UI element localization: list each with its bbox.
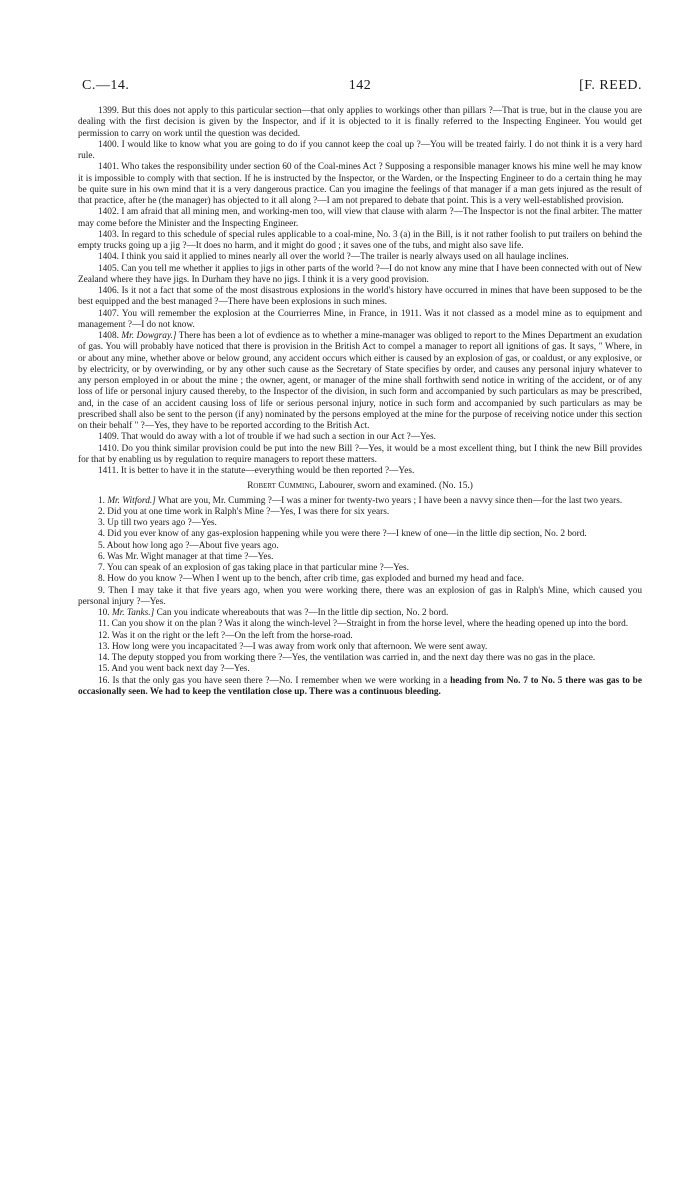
witness-heading	[78, 481, 642, 492]
evidence-paragraph: 1399. But this does not apply to this particular section—that only applies to workings other than pillars ?—That is true, but in the clause you are dealing with the first decision is given by the Inspector, and if it is objected to it is finally referred to the Inspecting Engineer. You would get permission to carry on work until the question was decided.	[78, 106, 642, 139]
question-16	[78, 676, 642, 699]
question-paragraph: 6. Was Mr. Wight manager at that time ?—Yes.	[98, 551, 274, 562]
witness-reference: [F. REED.	[579, 78, 642, 93]
evidence-paragraph: 1411. It is better to have it in the statute—everything would be then reported ?—Yes.	[98, 466, 415, 476]
speaker-name: Mr. Witford.]	[107, 495, 156, 506]
question-paragraph: 5. About how long ago ?—About five years ago.	[98, 540, 279, 551]
question-paragraph: 12. Was it on the right or the left ?—On the left from the horse-road.	[98, 630, 353, 641]
evidence-paragraph: 1406. Is it not a fact that some of the most disastrous explosions in the world's history have occurred in mines that have been supposed to be the best equipped and the best managed ?—There have been explosions in such mines.	[78, 286, 642, 308]
question-paragraph: 9. Then I may take it that five years ago, when you were working there, there was an explosion of gas in Ralph's Mine, which caused you personal injury ?—Yes.	[78, 585, 642, 607]
evidence-body	[78, 106, 642, 698]
speaker-name: Mr. Tanks.]	[111, 608, 155, 618]
evidence-paragraph: 1404. I think you said it applied to mines nearly all over the world ?—The trailer is nearly always used on all haulage inclines.	[98, 252, 569, 263]
evidence-paragraph: 1401. Who takes the responsibility under section 60 of the Coal-mines Act ? Supposing a responsible manager knows his mine well he may know it is impossible to comply with that section. If he is instructed by the Inspector, or the Warden, or the Inspecting Engineer to do a certain thing he may be quite sure in his own mind that it is a very dangerous practice. Can you imagine the feelings of that manager if a man gets injured as the result of that practice, after he (the manager) has objected to it all along ?—I am not prepared to debate that point. This is a very well-established provision.	[78, 162, 642, 206]
page-header	[78, 78, 642, 100]
speaker-name: Mr. Dowgray.]	[121, 331, 177, 341]
question-paragraph: 13. How long were you incapacitated ?—I was away from work only that afternoon. We were sent away.	[98, 641, 488, 652]
evidence-paragraph-1408	[78, 331, 642, 432]
question-text: What are you, Mr. Cumming ?—I was a miner for twenty-two years ; I have been a navvy since then—for the last two years.	[157, 495, 623, 506]
question-text-bold: heading from No. 7 to No. 5 there was gas to be occasionally seen. We had to keep the ventilation close up. There was a continuous bleeding.	[78, 675, 642, 697]
question-paragraph: 11. Can you show it on the plan ? Was it along the winch-level ?—Straight in from the horse level, where the heading opened up into the bord.	[98, 619, 629, 630]
question-paragraph: 4. Did you ever know of any gas-explosion happening while you were there ?—I knew of one—in the little dip section, No. 2 bord.	[98, 529, 587, 540]
question-paragraph: 3. Up till two years ago ?—Yes.	[98, 518, 217, 528]
document-reference: C.—14.	[82, 78, 130, 93]
question-10	[78, 608, 642, 619]
page-number: 142	[348, 78, 372, 93]
question-text: There has been a lot of evdience as to whether a mine-manager was obliged to report to the Mines Department an exudation of gas. You will probably have noticed that there is provision in the British Act to compel a manager to report all ignitions of gas. It says, " Where, in or about any mine, whether above or below ground, any accident occurs which either is caused by an explosion of gas, or coaldust, or any explosive, or by electricity, or by overwinding, or by any other such cause as the Secretary of State specifies by order, and causes any personal injury whatever to any person employed in or about the mine ; the owner, agent, or manager of the mine shall forthwith send notice in writing of the accident, or of any loss of life or personal injury caused thereby, to the Inspector of the division, in such form and accompanied by such particulars as may be prescribed, and, in the case of an accident causing loss of life or serious personal injury, notice in such form and accompanied by such particulars as may be prescribed shall also be sent to the person (if any) nominated by the persons employed at the mine for the purpose of receiving notice under this section on their behalf " ?—Yes, they have to be reported according to the British Act.	[78, 331, 643, 431]
evidence-paragraph: 1400. I would like to know what you are going to do if you cannot keep the coal up ?—You will be treated fairly. I do not think it is a very hard rule.	[78, 139, 642, 161]
evidence-paragraph: 1405. Can you tell me whether it applies to jigs in other parts of the world ?—I do not know any mine that I have been connected with out of New Zealand where they have jigs. In Durham they have no jigs. I think it is a very good provision.	[78, 263, 642, 285]
witness-description: , Labourer, sworn and examined. (No. 15.)	[314, 481, 473, 492]
evidence-paragraph: 1402. I am afraid that all mining men, and working-men too, will view that clause with alarm ?—The Inspector is not the final arbiter. The matter may come before the Minister and the Inspecting Engineer.	[78, 207, 642, 229]
question-paragraph: 8. How do you know ?—When I went up to the bench, after crib time, gas exploded and burned my head and face.	[98, 574, 524, 585]
question-number: 10.	[98, 608, 110, 618]
question-paragraph: 2. Did you at one time work in Ralph's Mine ?—Yes, I was there for six years.	[98, 506, 390, 517]
question-number: 1.	[98, 495, 105, 506]
question-paragraph: 15. And you went back next day ?—Yes.	[98, 664, 250, 675]
question-text: Can you indicate whereabouts that was ?—In the little dip section, No. 2 bord.	[156, 608, 449, 618]
question-text: 16. Is that the only gas you have seen there ?—No. I remember when we were working in a	[98, 675, 451, 686]
evidence-paragraph: 1409. That would do away with a lot of trouble if we had such a section in our Act ?—Yes.	[98, 432, 436, 443]
witness-name: Robert Cumming	[247, 481, 315, 492]
evidence-paragraph: 1410. Do you think similar provision could be put into the new Bill ?—Yes, it would be a most excellent thing, but I think the new Bill provides for that by enabling us by regulation to require managers to report these matters.	[78, 443, 642, 465]
question-paragraph: 7. You can speak of an explosion of gas taking place in that particular mine ?—Yes.	[98, 563, 409, 573]
question-paragraph: 14. The deputy stopped you from working there ?—Yes, the ventilation was carried in, and the next day there was no gas in the place.	[98, 653, 596, 663]
question-number: 1408.	[98, 331, 119, 341]
evidence-paragraph: 1403. In regard to this schedule of special rules applicable to a coal-mine, No. 3 (a) in the Bill, is it not rather foolish to put trailers on behind the empty trucks going up a jig ?—It does no harm, and it might do good ; it saves one of the tubs, and might also save life.	[78, 229, 642, 251]
evidence-paragraph: 1407. You will remember the explosion at the Courrierres Mine, in France, in 1911. Was it not classed as a model mine as to equipment and management ?—I do not know.	[78, 308, 642, 330]
question-1	[78, 496, 642, 507]
